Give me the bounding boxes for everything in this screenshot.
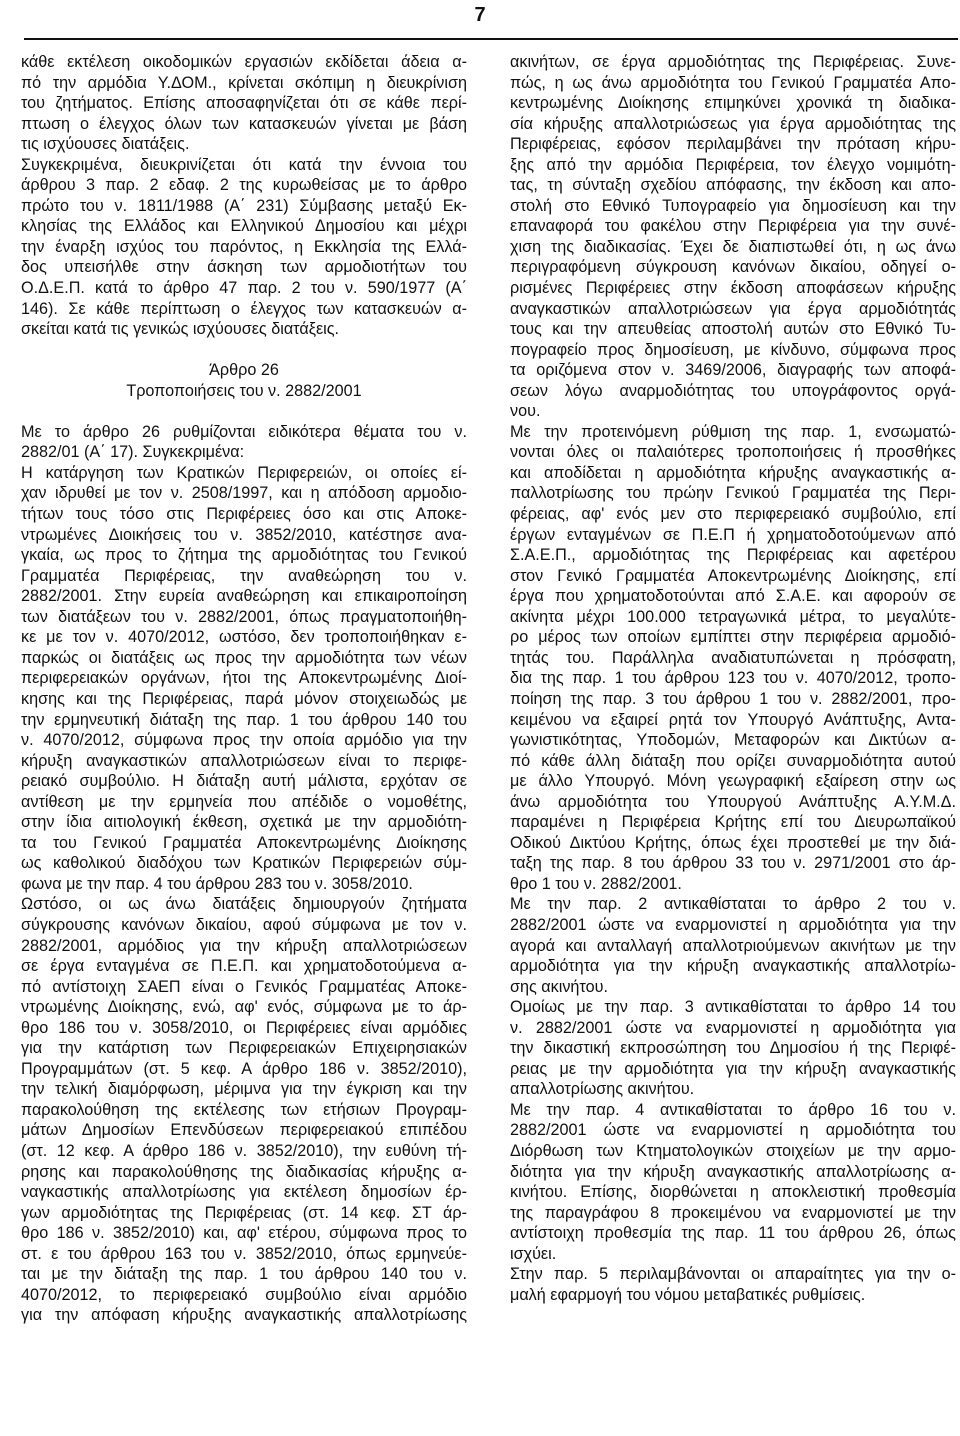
text-line: της παραγράφου 8 προκειμένου να εναρμονιστεί με την [510, 1203, 956, 1222]
text-line: Προγραμμάτων (στ. 5 κεφ. Α άρθρο 186 ν. 3852/2010), [21, 1059, 467, 1078]
text-line: στ. ε του άρθρου 163 του ν. 3852/2010, όπως ερμηνεύε- [21, 1244, 467, 1263]
text-line: κε με τον ν. 4070/2012, ωστόσο, δεν τροποποιήθηκαν ε- [21, 628, 467, 647]
text-line: μαλή εφαρμογή του νόμου μεταβατικές ρυθμίσεις. [510, 1285, 866, 1304]
text-line: ντρωμένης Διοίκησης, ενώ, αφ' ενός, σύμφωνα με το άρ- [21, 998, 467, 1017]
text-line: σεων λόγω αναρμοδιότητας του υπογράφοντος οργά- [510, 381, 956, 400]
text-line: Στην παρ. 5 περιλαμβάνονται οι απαραίτητες για την ο- [510, 1265, 956, 1284]
text-line: παρακολούθηση της εκτέλεσης των ετήσιων Προγραμ- [21, 1100, 467, 1119]
text-line: Περιφέρειας, εφόσον περιλαμβάνει την πρόταση κήρυ- [510, 135, 956, 154]
text-line: 4070/2012, το περιφερειακό συμβούλιο είναι αρμόδιο [21, 1285, 467, 1304]
text-line: μάτων Δημοσίων Επενδύσεων περιφερειακού επιπέδου [21, 1121, 467, 1140]
text-line: Με την προτεινόμενη ρύθμιση της παρ. 1, ενσωματώ- [510, 422, 956, 441]
text-line: νου. [510, 402, 541, 421]
text-line: ρειας με την αρμοδιότητα για την κήρυξη αναγκαστικής [510, 1059, 956, 1078]
text-line: διότητα για την κήρυξη αναγκαστικής απαλλοτρίωσης α- [510, 1162, 956, 1181]
text-line: σκείται κατά τις γενικώς ισχύουσες διατάξεις. [21, 320, 340, 339]
text-line: Η κατάργηση των Κρατικών Περιφερειών, οι οποίες εί- [21, 463, 467, 482]
text-line: πογραφείο προς δημοσίευση, με κίνδυνο, σύμφωνα προς [510, 340, 956, 359]
text-line: (στ. 12 κεφ. Α άρθρο 186 ν. 3852/2010), την ευθύνη τή- [21, 1141, 467, 1160]
left-column [21, 52, 467, 1326]
text-line: δος υπεισήλθε στην άσκηση των αρμοδιοτήτων του [21, 258, 467, 277]
text-line: Ομοίως με την παρ. 3 αντικαθίσταται το άρθρο 14 του [510, 998, 956, 1017]
text-line: ακίνητα μέχρι 100.000 τετραγωνικά μέτρα, το μεγαλύτε- [510, 607, 956, 626]
text-line: 2882/2001. Στην ευρεία αναθεώρηση και επικαιροποίηση [21, 587, 467, 606]
right-column [510, 52, 956, 1305]
text-line: χαν ιδρυθεί με τον ν. 2508/1997, και η απόδοση αρμοδιο- [21, 484, 467, 503]
text-line: δια της παρ. 1 του άρθρου 123 του ν. 4070/2012, τροπο- [510, 669, 956, 688]
text-line: έργα που χρηματοδοτούνται από Σ.Α.Ε. και αφορούν σε [510, 587, 956, 606]
text-line: την ερμηνευτική διάταξη της παρ. 1 του άρθρου 140 του [21, 710, 467, 729]
text-line: Οδικού Δικτύου Κρήτης, όπως έχει προστεθεί με την διά- [510, 833, 956, 852]
text-line: γων αρμοδιότητας της Περιφέρειας (στ. 14 κεφ. ΣΤ άρ- [21, 1203, 467, 1222]
text-line: θρο 186 του ν. 3058/2010, οι Περιφέρειες είναι αρμόδιες [21, 1018, 467, 1037]
text-line: Γραμματέα Περιφέρειας, την αναθεώρηση του ν. [21, 566, 467, 585]
text-line: θρο 186 ν. 3852/2010) και, αφ' ετέρου, σύμφωνα προς το [21, 1224, 467, 1243]
text-line: τις ισχύουσες διατάξεις. [21, 135, 190, 154]
text-line: πρώτο του ν. 1811/1988 (Α΄ 231) Σύμβασης μεταξύ Εκ- [21, 196, 467, 215]
text-line: φωνα με την παρ. 4 του άρθρου 283 του ν. 3058/2010. [21, 874, 413, 893]
text-line: 146). Σε κάθε περίπτωση ο έλεγχος των κατασκευών α- [21, 299, 467, 318]
text-line: τους και την απευθείας αποστολή αυτών στο Εθνικό Τυ- [510, 320, 956, 339]
text-line: κινήτου. Επίσης, διορθώνεται η αποκλειστική προθεσμία [510, 1183, 956, 1202]
text-line: τα του Γενικού Γραμματέα Αποκεντρωμένης Διοίκησης [21, 833, 467, 852]
text-line: γωνιστικότητας, Υποδομών, Μεταφορών και Δικτύων α- [510, 731, 956, 750]
text-line: σε έργα ενταγμένα σε Π.Ε.Π. και χρηματοδοτούμενα α- [21, 957, 467, 976]
text-line [21, 401, 467, 422]
text-line: ν. 4070/2012, σύμφωνα προς την οποία αρμόδιο για την [21, 731, 467, 750]
text-line: αντίστοιχη προθεσμία της παρ. 11 του άρθρου 26, όπως [510, 1224, 956, 1243]
text-line: επαναφορά του φακέλου στην Περιφέρεια για την συνέ- [510, 217, 956, 236]
text-line: πώς, η ως άνω αρμοδιότητα του Γενικού Γραμματέα Απο- [510, 73, 956, 92]
text-line: στον Γενικό Γραμματέα Αποκεντρωμένης Διοίκησης, επί [510, 566, 956, 585]
text-line: παραμένει η Περιφέρεια Κρήτης επί του Διευρωπαϊκού [510, 813, 956, 832]
text-line: άρθρου 3 παρ. 2 εδαφ. 2 της κυρωθείσας με το άρθρο [21, 176, 467, 195]
text-line: ισχύει. [510, 1244, 557, 1263]
text-line: πτωση ο έλεγχος όλων των κατασκευών γίνεται με βάση [21, 114, 467, 133]
text-line: περιγραφόμενη σύγκρουση κανόνων δικαίου, οδηγεί ο- [510, 258, 956, 277]
text-line: 2882/2001, αρμόδιος για την κήρυξη απαλλοτριώσεων [21, 936, 467, 955]
page-number: 7 [474, 4, 486, 26]
text-line: την έναρξη ισχύος του παρόντος, η Εκκλησία της Ελλά- [21, 237, 467, 256]
text-line: για την κατάρτιση των Περιφερειακών Επιχειρησιακών [21, 1039, 467, 1058]
text-line: την δικαστική εκπροσώπηση του Δημοσίου ή της Περιφέ- [510, 1039, 956, 1058]
text-line: τας, τη σύνταξη σχεδίου απόφασης, την έκδοση και απο- [510, 176, 956, 195]
text-line: σύγκρουσης κανόνων δικαίου, αφού σύμφωνα με τον ν. [21, 915, 467, 934]
text-line: κάθε εκτέλεση οικοδομικών εργασιών εκδίδεται άδεια α- [21, 53, 467, 71]
text-line: ποίηση της παρ. 3 του άρθρου 1 του ν. 2882/2001, προ- [510, 689, 956, 708]
text-line: Διόρθωση των Κτηματολογικών στοιχείων με την αρμο- [510, 1141, 956, 1160]
text-line: σία κήρυξης απαλλοτριώσεως για έργα αρμοδιότητας της [510, 114, 956, 133]
text-line: ξης από την αρμόδια Περιφέρεια, τον έλεγχο νομιμότη- [510, 155, 956, 174]
text-line: κειμένου να εξαιρεί ρητά τον Υπουργό Ανάπτυξης, Αντα- [510, 710, 956, 729]
text-line: Ο.Δ.Ε.Π. κατά το άρθρο 47 παρ. 2 του ν. 590/1977 (Α΄ [21, 279, 467, 298]
text-line: ρισμένες Περιφέρειες στην έκδοση αποφάσεων κήρυξης [510, 279, 956, 298]
text-line: τητάς του. Παράλληλα αναδιατυπώνεται η πρόσφατη, [510, 648, 956, 667]
text-line: περιφερειακών οργάνων, ήτοι της Αποκεντρωμένης Διοί- [21, 669, 467, 688]
text-line: ρο μέρος των οποίων εμπίπτει στην περιφέρεια αρμοδιό- [510, 628, 956, 647]
text-line: ρησης και παρακολούθησης της διαδικασίας κήρυξης α- [21, 1162, 467, 1181]
text-line: Συγκεκριμένα, διευκρινίζεται ότι κατά την έννοια του [21, 155, 467, 174]
text-line: αναγκαστικών απαλλοτριώσεων για έργα αρμοδιότητάς [510, 299, 956, 318]
text-line: τήτων τους τόσο στις Περιφέρειες όσο και στις Αποκε- [21, 505, 467, 524]
text-line: χιση της διαδικασίας. Έχει δε διαπιστωθεί ότι, η ως άνω [510, 237, 956, 256]
text-line: των διατάξεων του ν. 2882/2001, όπως πραγματοποιήθη- [21, 607, 467, 626]
text-line: παλλοτρίωσης του πρώην Γενικού Γραμματέα της Περι- [510, 484, 956, 503]
text-line: Με την παρ. 4 αντικαθίσταται το άρθρο 16 του ν. [510, 1100, 956, 1119]
text-line: Με το άρθρο 26 ρυθμίζονται ειδικότερα θέματα του ν. [21, 422, 467, 441]
text-line: ντρωμένες Διοικήσεις του ν. 3852/2010, κατέστησε ανα- [21, 525, 467, 544]
text-line: γκαία, ως προς το ζήτημα της αρμοδιότητας του Γενικού [21, 546, 467, 565]
text-line: την τελική διαμόρφωση, μέριμνα για την έγκριση και την [21, 1080, 467, 1099]
text-line: κλησίας της Ελλάδος και Ελληνικού Δημοσίου και μέχρι [21, 217, 467, 236]
text-line: φέρειας, αφ' ενός μεν στο περιφερειακό συμβούλιο, επί [510, 505, 956, 524]
text-line: του ζητήματος. Επίσης αποσαφηνίζεται ότι σε κάθε περί- [21, 94, 467, 113]
header-rule [24, 38, 958, 40]
text-line: νονται όλες οι παλαιότερες τροποποιήσεις ή προσθήκες [510, 443, 956, 462]
text-line: ναγκαστικής απαλλοτρίωσης για εκτέλεση δημοσίων έρ- [21, 1183, 467, 1202]
text-line: πό κάθε άλλη διάταξη που ορίζει συναρμοδιότητα αυτού [510, 751, 956, 770]
text-line: ται με την διάταξη της παρ. 1 του άρθρου 140 του ν. [21, 1265, 467, 1284]
text-line: ν. 2882/2001 ώστε να εναρμονιστεί η αρμοδιότητα για [510, 1018, 956, 1037]
text-line: 2882/2001 ώστε να εναρμονιστεί η αρμοδιότητα του [510, 1121, 956, 1140]
text-line: θρο 1 του ν. 2882/2001. [510, 874, 682, 893]
text-line: παρκώς οι διατάξεις ως προς την αρμοδιότητα των νέων [21, 648, 467, 667]
text-line: σης ακινήτου. [510, 977, 608, 996]
text-line: με άλλο Υπουργό. Μόνη γεωγραφική εξαίρεση στην ως [510, 772, 956, 791]
text-line: στολή στο Εθνικό Τυπογραφείο για δημοσίευση και την [510, 196, 956, 215]
text-line: έργων ενταγμένων σε Π.Ε.Π ή χρηματοδοτούμενων από [510, 525, 956, 544]
text-line: πό αντίστοιχη ΣΑΕΠ είναι ο Γενικός Γραμματέας Αποκε- [21, 977, 467, 996]
text-line: για την απόφαση κήρυξης αναγκαστικής απαλλοτρίωσης [21, 1306, 467, 1325]
text-line: αρμοδιότητα για την κήρυξη αναγκαστικής απαλλοτρίω- [510, 957, 956, 976]
text-line: τα οριζόμενα στον ν. 3469/2006, διαγραφής των αποφά- [510, 361, 956, 380]
text-line: 2882/01 (Α΄ 17). Συγκεκριμένα: [21, 443, 245, 462]
text-line: Ωστόσο, οι ως άνω διατάξεις δημιουργούν ζητήματα [21, 895, 467, 914]
text-line: αντίθεση με την ερμηνεία που απέδιδε ο νομοθέτης, [21, 792, 467, 811]
text-line: Με την παρ. 2 αντικαθίσταται το άρθρο 2 του ν. [510, 895, 956, 914]
text-line: ταξη της παρ. 8 του άρθρου 33 του ν. 2971/2001 στο άρ- [510, 854, 956, 873]
text-line: κήρυξη αναγκαστικών απαλλοτριώσεων είναι το περιφε- [21, 751, 467, 770]
text-line: κεντρωμένης Διοίκησης επιμηκύνει χρονικά τη διαδικα- [510, 94, 956, 113]
text-line: κησης και της Περιφέρειας, παρά μόνον στοιχειωδώς με [21, 689, 467, 708]
text-line: πό την αρμόδια Υ.ΔΟΜ., κρίνεται σκόπιμη η διευκρίνιση [21, 73, 467, 92]
text-line: στην ίδια αιτιολογική έκθεση, σχετικά με την αρμοδιότη- [21, 813, 467, 832]
text-line [21, 340, 467, 361]
text-line: Σ.Α.Ε.Π., αρμοδιότητας της Περιφέρειας και αφετέρου [510, 546, 956, 565]
text-line: 2882/2001 ώστε να εναρμονιστεί η αρμοδιότητα για την [510, 915, 956, 934]
text-line: ως καθολικού διαδόχου των Κρατικών Περιφερειών σύμ- [21, 854, 467, 873]
text-line: απαλλοτρίωσης ακινήτου. [510, 1080, 695, 1099]
text-line: ρειακό συμβούλιο. Η διάταξη αυτή μάλιστα, ερχόταν σε [21, 772, 467, 791]
text-line: άνω αρμοδιότητα του Υπουργού Ανάπτυξης Α.Υ.Μ.Δ. [510, 792, 956, 811]
article-heading: Άρθρο 26 [209, 361, 279, 380]
text-line: αγορά και ανταλλαγή απαλλοτριούμενων ακινήτων με την [510, 936, 956, 955]
text-line: ακινήτων, σε έργα αρμοδιότητας της Περιφέρειας. Συνε- [510, 53, 956, 71]
text-line: και αποδίδεται η αρμοδιότητα κήρυξης αναγκαστικής α- [510, 463, 956, 482]
article-subheading: Τροποποιήσεις του ν. 2882/2001 [126, 381, 362, 400]
